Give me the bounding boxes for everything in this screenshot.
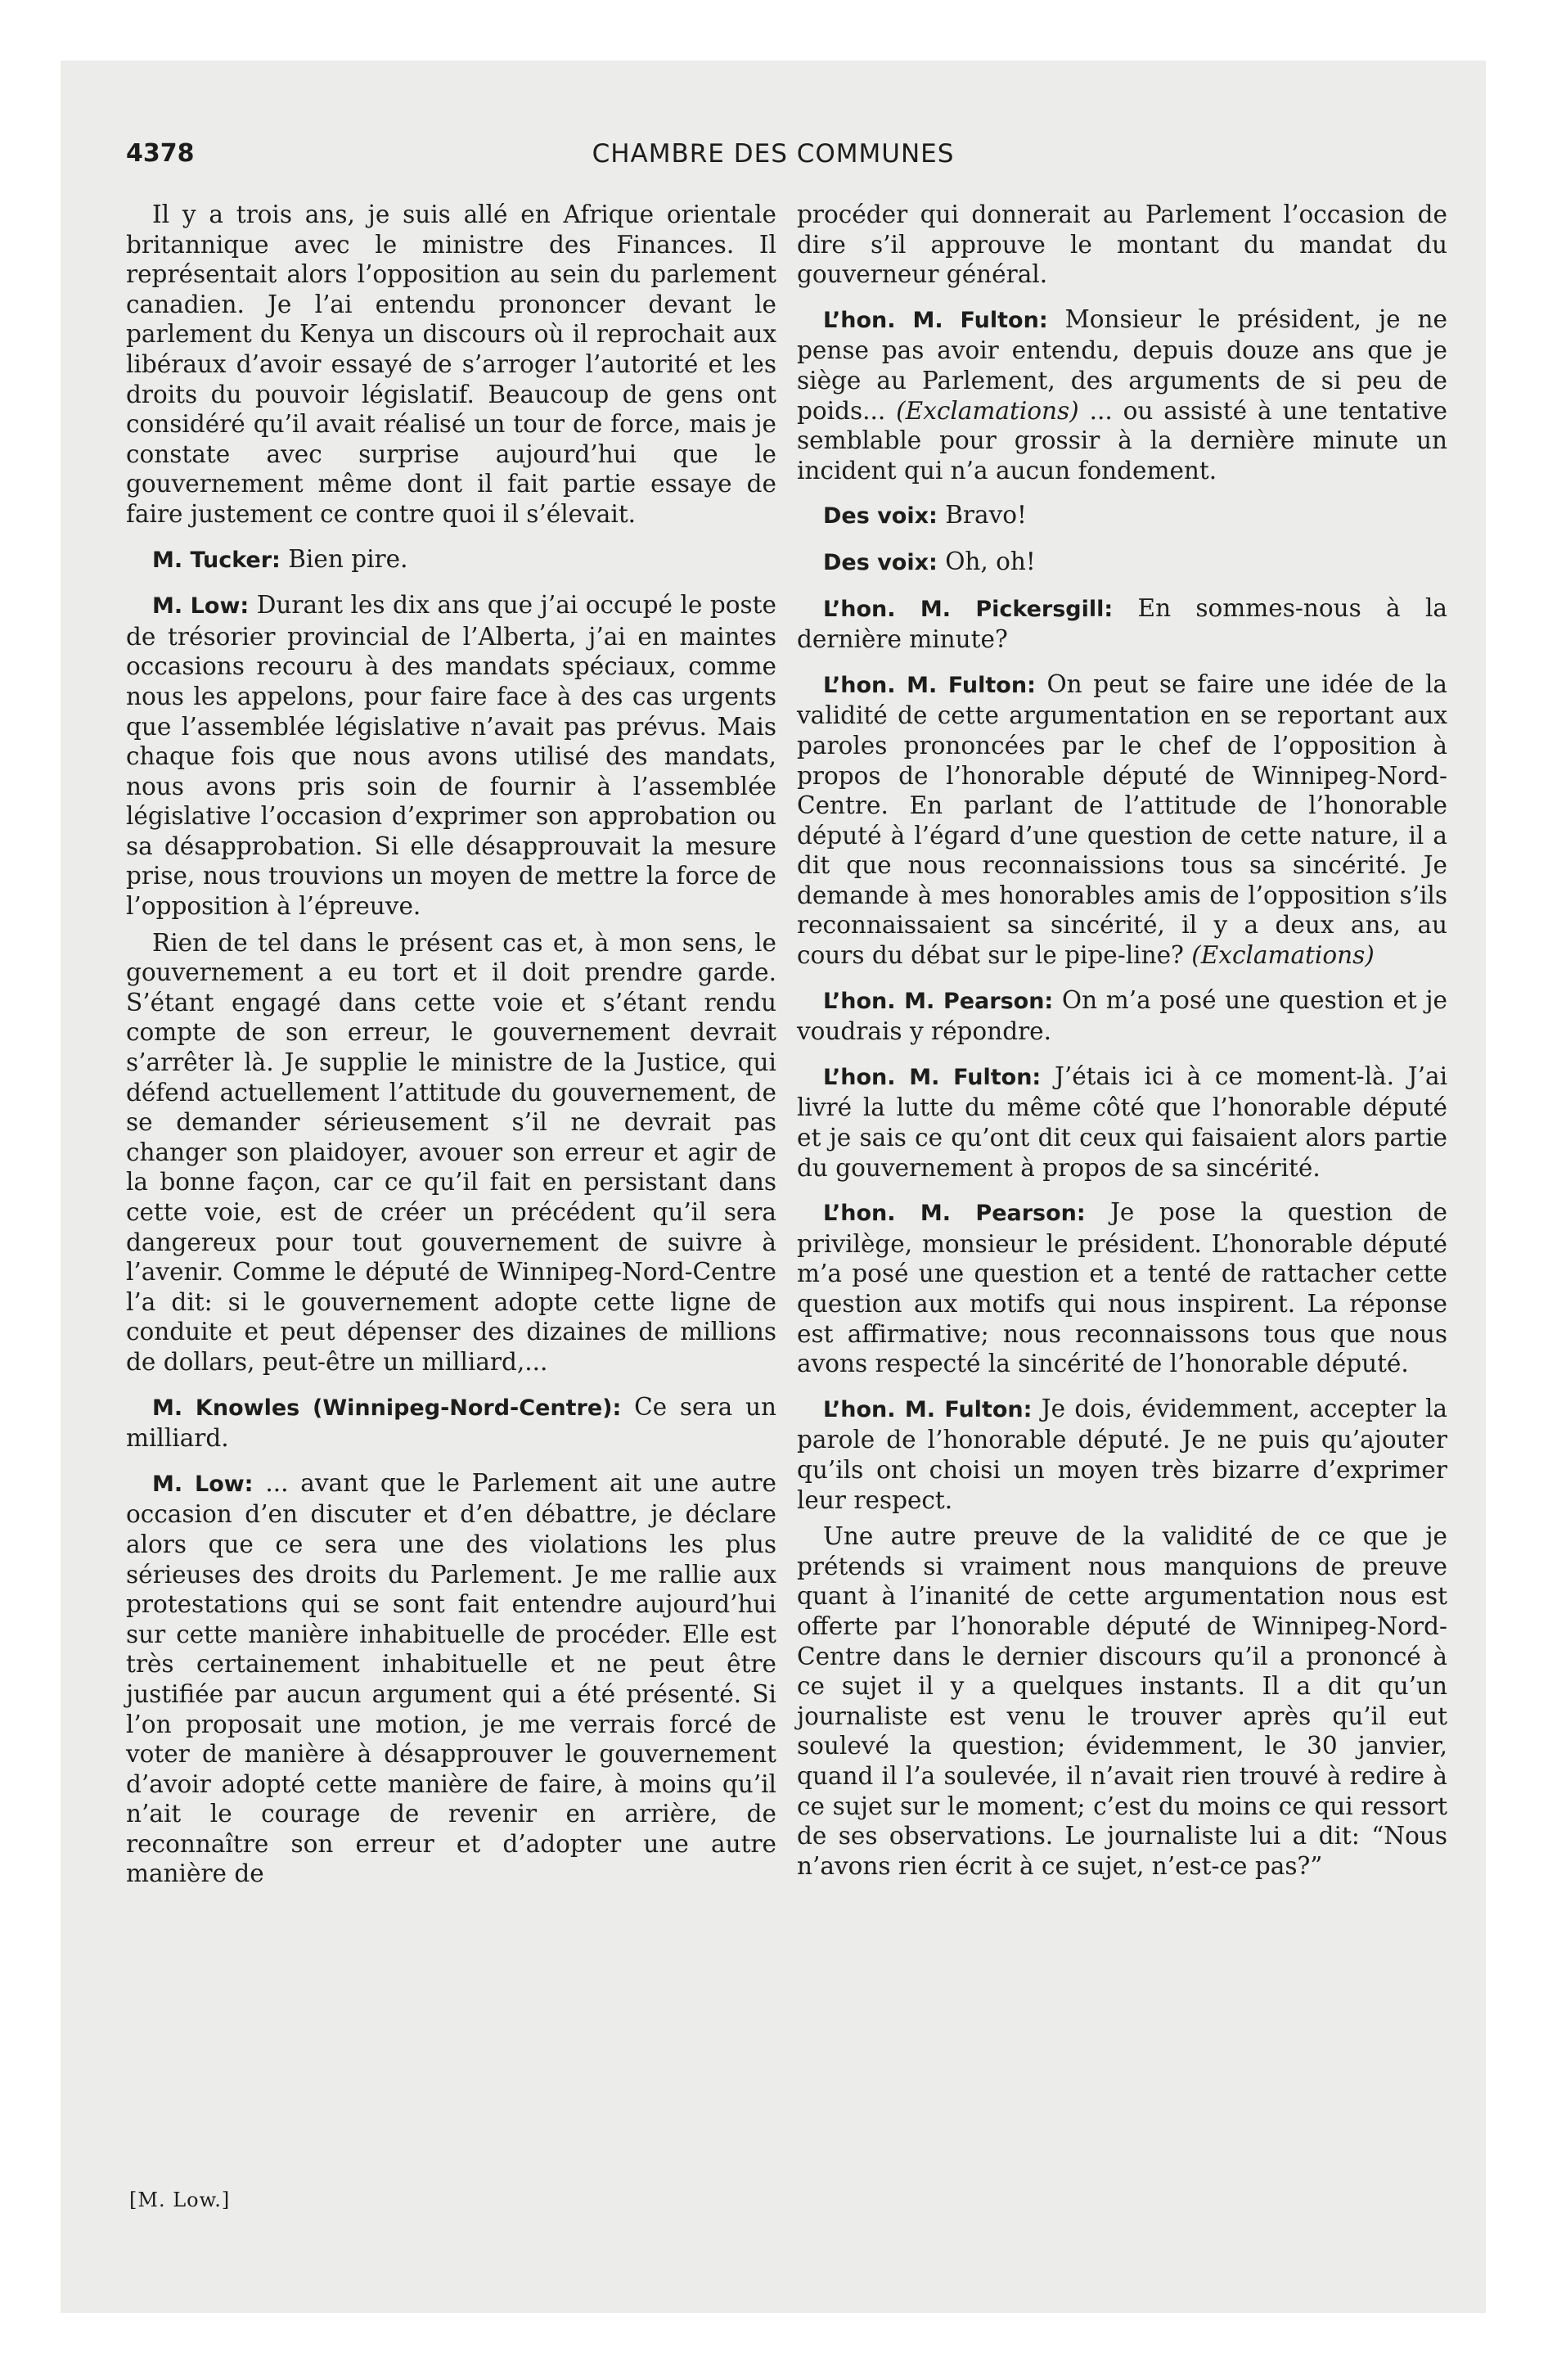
speech [797, 304, 1447, 486]
speech-text: En sommes-nous à la dernière minute? [797, 593, 1447, 654]
speech-text: On peut se faire une idée de la validité de cette argumentation en se reportant aux paroles prononcées par le chef de l’opposition à propos de l’honorable député de Winnipeg-Nord-Centre. En parlant de l’attitude de l’honorable député à l’égard d’une question de cette nature, il a dit que nous reconnaissions tous sa sincérité. Je demande à mes honorables amis de l’opposition s’ils reconnaissaient sa sincérité, il y a deux ans, au cours du débat sur le pipe-line? [797, 669, 1447, 970]
speech-text: Bravo! [945, 501, 1027, 530]
paragraph: Il y a trois ans, je suis allé en Afrique orientale britannique avec le ministre des Finances. Il représentait alors l’opposition au sein du parlement canadien. Je l’ai entendu prononcer devant le parlement du Kenya un discours où il reprochait aux libéraux d’avoir essayé de s’arroger l’autorité et les droits du pouvoir législatif. Beaucoup de gens ont considéré qu’il avait réalisé un tour de force, mais je constate avec surprise aujourd’hui que le gouvernement même dont il fait partie essaye de faire justement ce contre quoi il s’élevait. [126, 201, 776, 528]
speech [126, 1468, 776, 1889]
page-header [126, 139, 1420, 175]
speech-text: On m’a posé une question et je voudrais y répondre. [797, 985, 1448, 1046]
speaker-name: M. Low: [152, 593, 250, 620]
right-column [797, 200, 1447, 1881]
speaker-name: L’hon. M. Fulton: [823, 672, 1036, 698]
speech [797, 1394, 1447, 1515]
left-column [126, 200, 776, 1889]
speech [797, 669, 1447, 971]
speaker-name: M. Low: [152, 1471, 254, 1497]
speech-text: Ce sera un milliard. [126, 1392, 776, 1453]
speech [126, 590, 776, 922]
paragraph: procéder qui donnerait au Parlement l’occasion de dire s’il approuve le montant du mandat du gouverneur général. [797, 201, 1447, 289]
speech [797, 547, 1447, 579]
page-number: 4378 [126, 139, 195, 168]
speech [797, 1197, 1447, 1379]
speech-text: ... avant que le Parlement ait une autre occasion d’en discuter et d’en débattre, je déclare alors que ce sera une des violations les plus sérieuses des droits du Parlement. Je me rallie aux protestations qui se sont fait entendre aujourd’hui sur cette manière inhabituelle de procéder. Elle est très certainement inhabituelle et ne peut être justifiée par aucun argument qui a été présenté. Si l’on proposait une motion, je me verrais forcé de voter de manière à désapprouver le gouvernement d’avoir adopté cette manière de faire, à moins qu’il n’ait le courage de revenir en arrière, de reconnaître son erreur et d’adopter une autre manière de [126, 1468, 776, 1888]
speaker-name: L’hon. M. Fulton: [823, 1396, 1033, 1422]
speaker-name: M. Tucker: [152, 547, 281, 573]
speech-text: ... ou assisté à une tentative semblable pour grossir à la dernière minute un incident qui n’a aucun fondement. [797, 396, 1447, 485]
speaker-name: Des voix: [823, 549, 938, 575]
speech-text: J’étais ici à ce moment-là. J’ai livré la lutte du même côté que l’honorable député et je sais ce qu’ont dit ceux qui faisaient alors partie du gouvernement à propos de sa sincérité. [797, 1062, 1447, 1182]
speech [126, 544, 776, 576]
speech [126, 1392, 776, 1454]
speaker-name: Des voix: [823, 503, 938, 530]
running-title: CHAMBRE DES COMMUNES [592, 139, 955, 169]
interjection: (Exclamations) [1191, 941, 1375, 970]
speaker-name: L’hon. M. Pearson: [823, 988, 1054, 1014]
speech [797, 985, 1447, 1047]
speech [797, 500, 1447, 532]
speaker-name: L’hon. M. Pearson: [823, 1201, 1086, 1227]
speech [797, 1062, 1447, 1183]
paragraph: Une autre preuve de la validité de ce que je prétends si vraiment nous manquions de preuve quant à l’inanité de cette argumentation nous est offerte par l’honorable député de Winnipeg-Nord-Centre dans le dernier discours qu’il a prononcé à ce sujet il y a quelques instants. Il a dit qu’un journaliste est venu le trouver après qu’il eut soulevé la question; évidemment, le 30 janvier, quand il l’a soulevée, il n’avait rien trouvé à redire à ce sujet sur le moment; c’est du moins ce qui ressort de ses observations. Le journaliste lui a dit: “Nous n’avons rien écrit à ce sujet, n’est-ce pas?” [797, 1522, 1447, 1880]
footer-speaker-note: [M. Low.] [129, 2188, 231, 2211]
speech-text: Durant les dix ans que j’ai occupé le poste de trésorier provincial de l’Alberta, j’ai en maintes occasions recouru à des mandats spéciaux, comme nous les appelons, pour faire face à des cas urgents que l’assemblée législative n’avait pas prévus. Mais chaque fois que nous avons utilisé des mandats, nous avons pris soin de fournir à l’assemblée législative l’occasion d’exprimer son approbation ou sa désapprobation. Si elle désapprouvait la mesure prise, nous trouvions un moyen de mettre la force de l’opposition à l’épreuve. [126, 591, 776, 921]
speaker-name: L’hon. M. Fulton: [823, 307, 1048, 333]
speech [797, 593, 1447, 655]
paragraph: Rien de tel dans le présent cas et, à mon sens, le gouvernement a eu tort et il doit prendre garde. S’étant engagé dans cette voie et s’étant rendu compte de son erreur, le gouvernement devrait s’arrêter là. Je supplie le ministre de la Justice, qui défend actuellement l’attitude du gouvernement, de se demander sérieusement s’il ne devrait pas changer son plaidoyer, avouer son erreur et agir de la bonne façon, car ce qu’il fait en persistant dans cette voie, est de créer un précédent qu’il sera dangereux pour tout gouvernement de suivre à l’avenir. Comme le député de Winnipeg-Nord-Centre l’a dit: si le gouvernement adopte cette ligne de conduite et peut dépenser des dizaines de millions de dollars, peut-être un milliard,... [126, 928, 776, 1376]
interjection: (Exclamations) [896, 396, 1079, 425]
speech-text: Bien pire. [288, 544, 408, 573]
speech-text: Monsieur le président, je ne pense pas avoir entendu, depuis douze ans que je siège au Parlement, des arguments de si peu de poids... [797, 304, 1447, 425]
speaker-name: L’hon. M. Pickersgill: [823, 596, 1114, 622]
speaker-name: L’hon. M. Fulton: [823, 1064, 1042, 1090]
speech-text: Je pose la question de privilège, monsieur le président. L’honorable député m’a posé une question et a tenté de rattacher cette question aux motifs qui nous inspirent. La réponse est affirmative; nous reconnaissons tous que nous avons respecté la sincérité de l’honorable député. [797, 1198, 1447, 1378]
speech-text: Oh, oh! [945, 547, 1036, 575]
document-page [61, 61, 1486, 2313]
speaker-name: M. Knowles (Winnipeg-Nord-Centre): [152, 1395, 622, 1421]
speech-text: Je dois, évidemment, accepter la parole de l’honorable député. Je ne puis qu’ajouter qu’ils ont choisi un moyen très bizarre d’exprimer leur respect. [797, 1394, 1447, 1514]
